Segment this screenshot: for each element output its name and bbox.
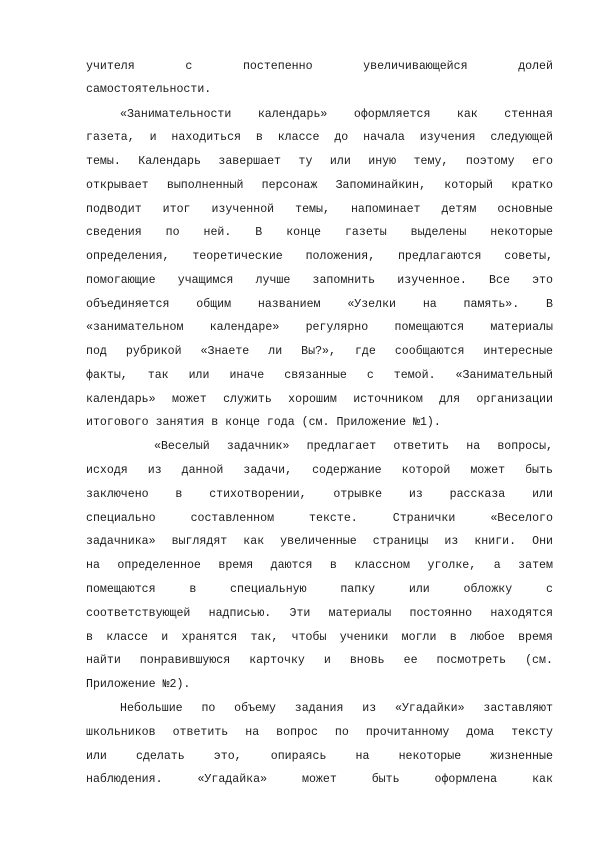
text-line: найти понравившуюся карточку и вновь ее посмотреть (см. [86, 654, 553, 667]
text-line: школьников ответить на вопрос по прочитанному дома тексту [86, 726, 553, 739]
text-line: соответствующей надписью. Эти материалы постоянно находятся [86, 607, 553, 620]
text-line: в классе и хранятся так, чтобы ученики могли в любое время [86, 631, 553, 644]
text-line: помогающие учащимся лучше запомнить изученное. Все это [86, 274, 553, 287]
text-line: «Занимательности календарь» оформляется как стенная [120, 108, 553, 121]
text-line: Приложение №2). [86, 678, 191, 691]
text-line: задачника» выглядят как увеличенные страницы из книги. Они [86, 535, 553, 548]
text-line: или сделать это, опираясь на некоторые жизненные [86, 750, 553, 763]
text-line: газета, и находиться в классе до начала изучения следующей [86, 131, 553, 144]
text-line: факты, так или иначе связанные с темой. «Занимательный [86, 369, 553, 382]
text-line: открывает выполненный персонаж Запоминайкин, который кратко [86, 179, 553, 192]
text-line: подводит итог изученной темы, напоминает детям основные [86, 203, 553, 216]
text-line: «Веселый задачник» предлагает ответить на вопросы, [154, 440, 553, 453]
text-line: темы. Календарь завершает ту или иную тему, поэтому его [86, 155, 553, 168]
text-line: специально составленном тексте. Странички «Веселого [86, 512, 553, 525]
text-line: самостоятельности. [86, 83, 212, 96]
text-line: заключено в стихотворении, отрывке из рассказа или [86, 488, 553, 501]
text-line: итогового занятия в конце года (см. Приложение №1). [86, 416, 441, 429]
text-line: исходя из данной задачи, содержание которой может быть [86, 464, 553, 477]
text-line: Небольшие по объему задания из «Угадайки» заставляют [120, 702, 553, 715]
text-line: сведения по ней. В конце газеты выделены некоторые [86, 226, 553, 239]
text-line: наблюдения. «Угадайка» может быть оформлена как [86, 773, 553, 786]
text-line: на определенное время даются в классном уголке, а затем [86, 559, 553, 572]
text-line: под рубрикой «Знаете ли Вы?», где сообщаются интересные [86, 345, 553, 358]
text-line: «занимательном календаре» регулярно помещаются материалы [86, 321, 553, 334]
text-line: помещаются в специальную папку или обложку с [86, 583, 553, 596]
text-line: календарь» может служить хорошим источником для организации [86, 393, 553, 406]
text-line: учителя с постепенно увеличивающейся долей [86, 60, 553, 73]
text-line: объединяется общим названием «Узелки на память». В [86, 298, 553, 311]
text-line: определения, теоретические положения, предлагаются советы, [86, 250, 553, 263]
